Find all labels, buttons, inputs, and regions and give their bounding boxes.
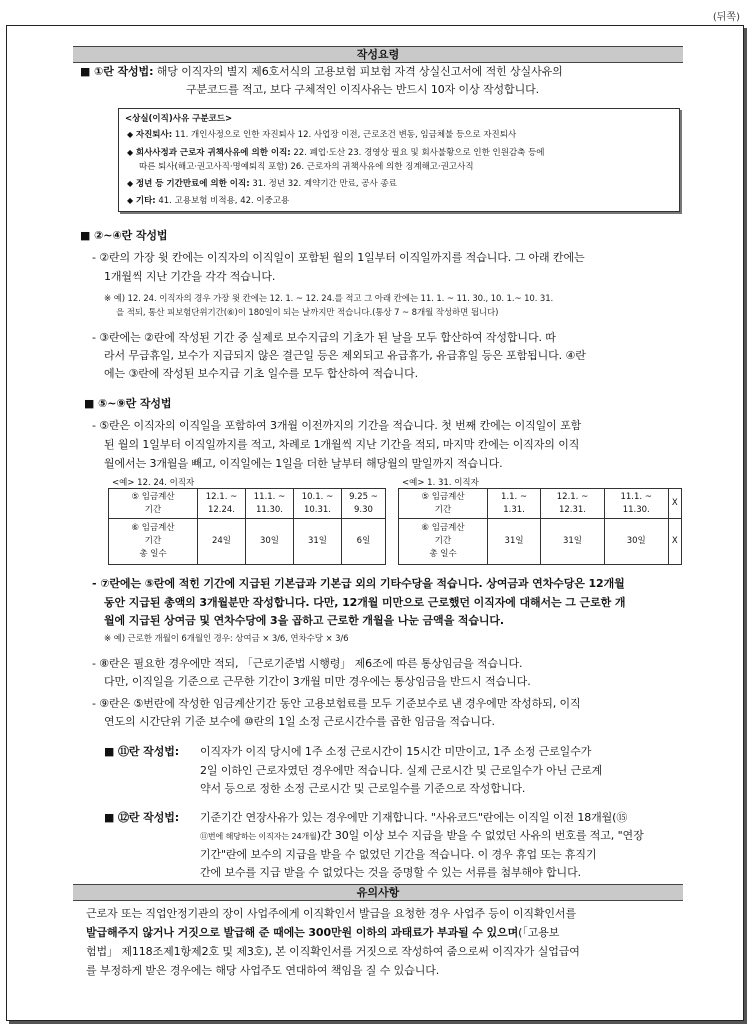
notice-l1: 근로자 또는 직업안정기관의 장이 사업주에게 이직확인서 발급을 요청한 경우 사업주 등이 이직확인서를 [86, 907, 576, 920]
section-2-p2-l1: - ③란에는 ②란에 작성된 기간 중 실제로 보수지급의 기초가 된 날을 모두 합산하여 작성합니다. 따 [92, 331, 556, 344]
example-2-period-label: ⑤ 임금계산 기간 [399, 489, 488, 519]
table-cell: X [668, 489, 681, 519]
section-11-l1: 이직자가 이직 당시에 1주 소정 근로시간이 15시간 미만이고, 1주 소정 근로일수가 [200, 745, 592, 758]
section-2-p2-l3: 에는 ③란에 작성된 보수지급 기초 일수를 모두 합산하여 적습니다. [104, 367, 419, 380]
example-2-period-row [399, 489, 682, 519]
diamond-bullet-icon: ◆ [127, 130, 134, 139]
table-cell: 11.1. ~ 11.30. [245, 489, 293, 519]
section-3-p9-l2: 연도의 시간단위 기준 보수에 ⑩란의 1일 소정 근로시간수를 곱한 임금을 적습니다. [104, 715, 495, 728]
example-2-days-row [399, 519, 682, 565]
section-1-text-1: 해당 이직자의 별지 제6호서식의 고용보험 피보험 자격 상실신고서에 적힌 상실사유의 [156, 65, 563, 78]
section-2-p1-l2: 1개월씩 지난 기간을 각각 적습니다. [104, 270, 276, 283]
section-3-p8-l1: - ⑧란은 필요한 경우에만 적되, 「근로기준법 시행령」 제6조에 따른 통상임금을 적습니다. [92, 657, 523, 670]
example-1-period-row [109, 489, 386, 519]
diamond-bullet-icon: ◆ [127, 179, 134, 188]
section-3-p7-l3: 월에 지급된 상여금 및 연차수당에 3을 곱하고 근로한 개월을 나눈 금액을 적습니다. [104, 614, 505, 627]
section-2-note-l1: ※ 예) 12. 24. 이직자의 경우 가장 윗 칸에는 12. 1. ~ 12. 24.를 적고 그 아래 칸에는 11. 1. ~ 11. 30., 10. 1.~ 10. 31. [104, 294, 554, 304]
section-12-l3: 기간"란에 보수의 지급을 받을 수 없었던 기간을 적습니다. 이 경우 휴업 또는 휴직기 [200, 848, 597, 861]
section-2-heading: ■ ②~④란 작성법 [80, 229, 168, 242]
code-item-company-cont: 따른 퇴사(해고·권고사직·명예퇴직 포함) 26. 근로자의 귀책사유에 의한 징계해고·권고사직 [139, 162, 474, 172]
section-3-p7-l1: - ⑦란에는 ⑤란에 적힌 기간에 지급된 기본급과 기본급 외의 기타수당을 적습니다. 상여금과 연차수당은 12개월 [92, 577, 625, 590]
example-2-caption: <예> 1. 31. 이직자 [402, 478, 479, 488]
section-11-label: ■ ⑪란 작성법: [104, 745, 180, 758]
code-box-title: <상실(이직)사유 구분코드> [125, 114, 233, 124]
table-cell: 12.1. ~ 12.24. [198, 489, 246, 519]
section-3-p1-l3: 월에서는 3개월을 빼고, 이직일에는 1일을 더한 날부터 해당월의 말일까지 적습니다. [104, 457, 503, 470]
example-1-days-row [109, 519, 386, 565]
example-1-table [108, 488, 386, 565]
table-cell: 10.1. ~ 10.31. [293, 489, 341, 519]
section-12-label: ■ ⑫란 작성법: [104, 811, 180, 824]
table-cell: 12.1. ~ 12.31. [541, 489, 605, 519]
table-cell: 31일 [541, 519, 605, 565]
section-3-p7-l2: 동안 지급된 총액의 3개월분만 작성합니다. 다만, 12개월 미만으로 근로했던 이직자에 대해서는 그 근로한 개 [104, 596, 626, 609]
page-side-label: (뒤쪽) [712, 12, 740, 23]
section-2-p1-l1: - ②란의 가장 윗 칸에는 이직자의 이직일이 포함된 월의 1일부터 이직일까지를 적습니다. 그 아래 칸에는 [92, 251, 585, 264]
diamond-bullet-icon: ◆ [127, 196, 134, 205]
loss-reason-code-box [118, 108, 680, 212]
table-cell: 31일 [293, 519, 341, 565]
table-cell: 1.1. ~ 1.31. [488, 489, 541, 519]
table-cell: 24일 [198, 519, 246, 565]
code-item-other: ◆ 기타: 41. 고용보험 비적용, 42. 이중고용 [127, 196, 290, 206]
code-item-company: ◆ 회사사정과 근로자 귀책사유에 의한 이직: 22. 폐업·도산 23. 경영상 필요 및 회사불황으로 인한 인원감축 등에 [127, 148, 545, 158]
section-2-p2-l2: 라서 무급휴일, 보수가 지급되지 않은 결근일 등은 제외되고 유급휴가, 유급휴일 등은 포함됩니다. ④란 [104, 349, 586, 362]
section-3-p8-l2: 다만, 이직일을 기준으로 근무한 기간이 3개월 미만 경우에는 통상임금을 반드시 적습니다. [104, 675, 531, 688]
table-cell: 11.1. ~ 11.30. [604, 489, 668, 519]
section-11-l2: 2일 이하인 근로자였던 경우에만 적습니다. 실제 근로시간 및 근로일수가 아닌 근로계 [200, 764, 603, 777]
section-1-label: ■ ①란 작성법: [80, 65, 154, 78]
code-item-retirement: ◆ 정년 등 기간만료에 의한 이직: 31. 정년 32. 계약기간 만료, 공사 종료 [127, 179, 397, 189]
table-cell: X [668, 519, 681, 565]
example-1-period-label: ⑤ 임금계산 기간 [109, 489, 198, 519]
section-3-heading: ■ ⑤~⑨란 작성법 [84, 397, 172, 410]
table-cell: 9.25 ~ 9.30 [341, 489, 385, 519]
table-cell: 6일 [341, 519, 385, 565]
section-1-line-1 [80, 62, 563, 81]
notice-l4: 를 부정하게 받은 경우에는 해당 사업주도 연대하여 책임을 질 수 있습니다. [86, 964, 440, 977]
section-3-p1-l2: 된 월의 1일부터 이직일까지를 적고, 차례로 1개월씩 지난 기간을 적되, 마지막 칸에는 이직자의 이직 [104, 438, 580, 451]
section-1-line-2: 구분코드를 적고, 보다 구체적인 이직사유는 반드시 10자 이상 작성합니다. [186, 83, 540, 96]
section-12-l1: 기준기간 연장사유가 있는 경우에만 기재합니다. "사유코드"란에는 이직일 이전 18개월(⑮ [200, 811, 628, 824]
diamond-bullet-icon: ◆ [127, 148, 134, 157]
section-3-p1-l1: - ⑤란은 이직자의 이직일을 포함하여 3개월 이전까지의 기간을 적습니다. 첫 번째 칸에는 이직일이 포함 [92, 419, 582, 432]
example-2-table [398, 488, 682, 565]
example-1-days-label: ⑥ 임금계산 기간 총 일수 [109, 519, 198, 565]
example-1-caption: <예> 12. 24. 이직자 [112, 478, 195, 488]
section-2-note-l2: 을 적되, 통산 피보험단위기간(⑥)이 180일이 되는 날까지만 적습니다.(통상 7 ~ 8개월 작성하면 됩니다) [116, 308, 499, 318]
section-12-l4: 간에 보수를 지급 받을 수 없었다는 것을 증명할 수 있는 서류를 첨부해야 합니다. [200, 866, 581, 879]
section-3-note-7: ※ 예) 근로한 개월이 6개월인 경우: 상여금 × 3/6, 연차수당 × 3/6 [104, 634, 349, 644]
code-item-voluntary: ◆ 자진퇴사: 11. 개인사정으로 인한 자진퇴사 12. 사업장 이전, 근로조건 변동, 임금체불 등으로 자진퇴사 [127, 130, 517, 140]
notice-heading: 유의사항 [73, 884, 683, 901]
writing-guide-heading: 작성요령 [73, 46, 683, 63]
table-cell: 30일 [604, 519, 668, 565]
section-12-l2: ⑪번에 해당하는 이직자는 24개월)간 30일 이상 보수 지급을 받을 수 없었던 사유의 번호를 적고, "연장 [200, 829, 644, 842]
example-2-days-label: ⑥ 임금계산 기간 총 일수 [399, 519, 488, 565]
section-3-p9-l1: - ⑨란은 ⑤번란에 작성한 임금계산기간 동안 고용보험료를 모두 기준보수로 낸 경우에만 작성하되, 이직 [92, 697, 581, 710]
notice-l2: 발급해주지 않거나 거짓으로 발급해 준 때에는 300만원 이하의 과태료가 부과될 수 있으며(「고용보 [86, 926, 560, 939]
table-cell: 30일 [245, 519, 293, 565]
notice-l3: 험법」 제118조제1항제2호 및 제3호), 본 이직확인서를 거짓으로 작성하여 줌으로써 이직자가 실업급여 [86, 945, 580, 958]
section-11-l3: 약서 등으로 정한 소정 근로시간 및 근로일수를 기준으로 작성합니다. [200, 782, 526, 795]
table-cell: 31일 [488, 519, 541, 565]
